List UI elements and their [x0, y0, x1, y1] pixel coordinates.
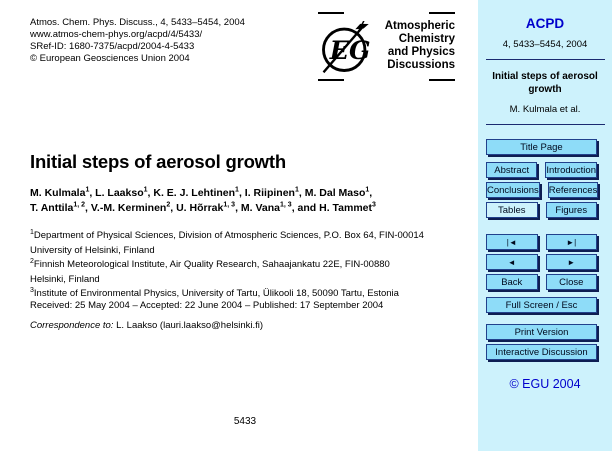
sidebar-authors-short: M. Kulmala et al.	[509, 104, 581, 115]
abstract-button[interactable]: Abstract	[486, 162, 537, 178]
copyright-line: © European Geosciences Union 2004	[30, 53, 190, 64]
correspondence-email: L. Laakso (lauri.laakso@helsinki.fi)	[113, 320, 264, 331]
corner-line	[429, 79, 455, 81]
interactive-discussion-button[interactable]: Interactive Discussion	[486, 344, 597, 360]
sref-id: SRef-ID: 1680-7375/acpd/2004-4-5433	[30, 41, 195, 52]
author-line-2: T. Anttila$^{1, 2}$, V.-M. Kerminen$^2$, U. Hõrrak$^{1, 3}$, M. Vana$^{1, 3}$, and H. Tammet$^3$	[30, 201, 376, 214]
page-title: Initial steps of aerosol growth	[30, 151, 286, 172]
publication-info	[30, 17, 245, 65]
fullscreen-button[interactable]: Full Screen / Esc	[486, 297, 597, 313]
back-button[interactable]: Back	[486, 274, 538, 290]
corner-line	[429, 12, 455, 14]
correspondence-line	[30, 320, 263, 331]
next-page-button[interactable]: ►	[546, 254, 598, 270]
author-list	[30, 186, 470, 216]
divider	[486, 59, 605, 60]
page-number: 5433	[233, 416, 257, 427]
sidebar-paper-title: Initial steps of aerosol growth	[492, 71, 598, 95]
journal-abbr: ACPD	[525, 16, 565, 31]
affiliation-1: $^1$Department of Physical Sciences, Division of Atmospheric Sciences, P.O. Box 64, FIN-00014 University of Helsinki, Finland	[30, 228, 424, 256]
correspondence-label: Correspondence to:	[30, 320, 114, 331]
references-button[interactable]: References	[548, 182, 599, 198]
previous-page-button[interactable]: ◄	[486, 254, 538, 270]
corner-line	[318, 79, 344, 81]
journal-name: Atmospheric Chemistry and Physics Discussions	[384, 20, 455, 71]
svg-text:EG: EG	[329, 34, 371, 65]
navigation-sidebar	[478, 0, 612, 451]
introduction-button[interactable]: Introduction	[545, 162, 597, 178]
conclusions-button[interactable]: Conclusions	[486, 182, 540, 198]
journal-citation: Atmos. Chem. Phys. Discuss., 4, 5433–5454, 2004	[30, 17, 245, 28]
figures-button[interactable]: Figures	[546, 202, 598, 218]
affiliation-3: $^3$Institute of Environmental Physics, University of Tartu, Ülikooli 18, 50090 Tartu, Estonia	[30, 286, 399, 299]
journal-logo-block	[318, 12, 455, 81]
title-page-button[interactable]: Title Page	[486, 139, 597, 155]
first-page-button[interactable]: |◄	[486, 234, 538, 250]
print-version-button[interactable]: Print Version	[486, 324, 597, 340]
tables-button[interactable]: Tables	[486, 202, 538, 218]
sidebar-buttons	[486, 139, 597, 360]
journal-url: www.atmos-chem-phys.org/acpd/4/5433/	[30, 29, 203, 40]
sidebar-citation: 4, 5433–5454, 2004	[502, 39, 588, 50]
egu-globe-logo	[319, 21, 373, 75]
last-page-button[interactable]: ►|	[546, 234, 598, 250]
egu-copyright: © EGU 2004	[509, 377, 581, 391]
close-button[interactable]: Close	[546, 274, 598, 290]
divider	[486, 124, 605, 125]
received-dates: Received: 25 May 2004 – Accepted: 22 June 2004 – Published: 17 September 2004	[30, 300, 384, 311]
affiliation-2: $^2$Finnish Meteorological Institute, Air Quality Research, Sahaajankatu 22E, FIN-00880 Helsinki, Finland	[30, 257, 390, 285]
affiliations	[30, 229, 470, 302]
author-line-1: M. Kulmala$^1$, L. Laakso$^1$, K. E. J. Lehtinen$^1$, I. Riipinen$^1$, M. Dal Maso$^1$,	[30, 186, 373, 199]
corner-line	[318, 12, 344, 14]
